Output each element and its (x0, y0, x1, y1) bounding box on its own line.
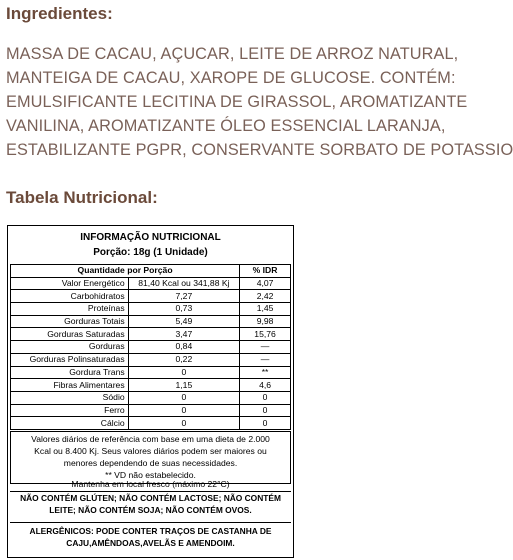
nutrient-name: Ferro (11, 404, 129, 417)
table-row (11, 328, 291, 341)
nutrient-name: Fibras Alimentares (11, 379, 129, 392)
nutrient-quantity: 0 (128, 366, 239, 379)
nutrition-table-heading: Tabela Nutricional: (6, 188, 158, 207)
idr-column-header: % IDR (240, 265, 291, 278)
table-row (11, 303, 291, 316)
nutrient-quantity: 0 (128, 417, 239, 430)
qty-column-header: Quantidade por Porção (11, 265, 240, 278)
ingredients-line: MANTEIGA DE CACAU, XAROPE DE GLUCOSE. CONTÉM: (6, 69, 456, 87)
ingredients-line: EMULSIFICANTE LECITINA DE GIRASSOL, AROMATIZANTE (6, 93, 468, 111)
table-row (11, 341, 291, 354)
nutrient-quantity: 0 (128, 404, 239, 417)
nutrient-idr: 4,07 (240, 277, 291, 290)
ingredients-line: VANILINA, AROMATIZANTE ÓLEO ESSENCIAL LARANJA, (6, 117, 446, 135)
ingredients-text (6, 42, 513, 162)
table-row (11, 315, 291, 328)
nutrient-quantity: 0 (128, 391, 239, 404)
free-from-line: NÃO CONTÉM GLÚTEN; NÃO CONTÉM LACTOSE; NÃO CONTÉM (20, 493, 281, 503)
nutrient-idr: 9,98 (240, 315, 291, 328)
table-row (11, 277, 291, 290)
nutrient-name: Cálcio (11, 417, 129, 430)
nutrient-name: Gordura Trans (11, 366, 129, 379)
nutrient-quantity: 5,49 (128, 315, 239, 328)
nutrient-idr: 2,42 (240, 290, 291, 303)
table-row (11, 404, 291, 417)
nutrient-quantity: 0,73 (128, 303, 239, 316)
free-from-line: LEITE; NÃO CONTÉM SOJA; NÃO CONTÉM OVOS. (49, 505, 252, 515)
nutrient-name: Gorduras (11, 341, 129, 354)
nutrient-name: Valor Energético (11, 277, 129, 290)
ingredients-line: MASSA DE CACAU, AÇUCAR, LEITE DE ARROZ NATURAL, (6, 45, 459, 63)
nutrient-idr: — (240, 353, 291, 366)
table-row (11, 417, 291, 430)
note-line: Valores diários de referência com base em uma dieta de 2.000 (31, 434, 270, 444)
table-row (11, 290, 291, 303)
daily-values-note (10, 431, 291, 484)
nutrient-name: Gorduras Totais (11, 315, 129, 328)
note-line: Kcal ou 8.400 Kj. Seus valores diários podem ser maiores ou (34, 446, 267, 456)
nutrient-idr: 0 (240, 404, 291, 417)
nutrient-quantity: 7,27 (128, 290, 239, 303)
free-from-statement (10, 492, 291, 516)
nutrient-idr: ** (240, 366, 291, 379)
table-row (11, 366, 291, 379)
nutrient-name: Sódio (11, 391, 129, 404)
table-row (11, 379, 291, 392)
table-row (11, 391, 291, 404)
nutrition-table (10, 264, 291, 430)
portion-size: Porção: 18g (1 Unidade) (93, 247, 208, 258)
allergen-line: ALERGÊNICOS: PODE CONTER TRAÇOS DE CASTANHA DE (29, 526, 272, 536)
nutrition-title: INFORMAÇÃO NUTRICIONAL (80, 232, 221, 243)
note-line: ** VD não estabelecido. (105, 470, 196, 480)
table-row (11, 353, 291, 366)
nutrient-quantity: 0,84 (128, 341, 239, 354)
nutrient-name: Proteínas (11, 303, 129, 316)
nutrient-quantity: 3,47 (128, 328, 239, 341)
nutrient-name: Gorduras Saturadas (11, 328, 129, 341)
table-header-row (11, 265, 291, 278)
ingredients-line: ESTABILIZANTE PGPR, CONSERVANTE SORBATO DE POTASSIO (6, 141, 513, 159)
nutrient-quantity: 0,22 (128, 353, 239, 366)
nutrient-idr: 15,76 (240, 328, 291, 341)
nutrition-facts-panel (7, 225, 294, 558)
nutrient-quantity: 81,40 Kcal ou 341,88 Kj (128, 277, 239, 290)
nutrient-name: Gorduras Polinsaturadas (11, 353, 129, 366)
nutrient-idr: 0 (240, 417, 291, 430)
ingredients-heading: Ingredientes: (6, 4, 113, 23)
nutrient-idr: 1,45 (240, 303, 291, 316)
nutrient-quantity: 1,15 (128, 379, 239, 392)
allergen-statement (10, 525, 291, 549)
nutrient-name: Carbohidratos (11, 290, 129, 303)
divider (10, 522, 291, 523)
allergen-line: CAJU,AMÊNDOAS,AVELÃS E AMENDOIM. (66, 538, 235, 548)
storage-instructions: Mantenha em local fresco (máximo 22°C) (71, 479, 230, 489)
note-line: menores dependendo de suas necessidades. (63, 458, 238, 468)
nutrient-idr: 0 (240, 391, 291, 404)
nutrient-idr: — (240, 341, 291, 354)
nutrient-idr: 4,6 (240, 379, 291, 392)
